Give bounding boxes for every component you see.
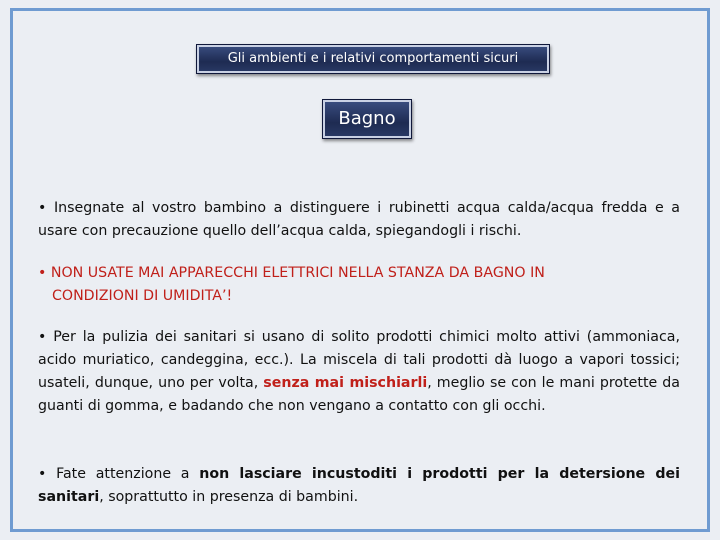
paragraph-electrical-warning	[38, 262, 680, 308]
page-title: Gli ambienti e i relativi comportamenti sicuri	[196, 44, 550, 74]
paragraph-supervision	[38, 463, 680, 509]
cleaning-highlight: senza mai mischiarli	[263, 375, 428, 391]
paragraph-hot-water: • Insegnate al vostro bambino a distinguere i rubinetti acqua calda/acqua fredda e a usare con precauzione quello dell’acqua calda, spiegandogli i rischi.	[38, 200, 680, 239]
supervision-text-start: • Fate attenzione a	[38, 466, 200, 482]
warning-line-1: • NON USATE MAI APPARECCHI ELETTRICI NELLA STANZA DA BAGNO IN	[38, 265, 545, 281]
warning-line-2: CONDIZIONI DI UMIDITA’!	[52, 288, 233, 304]
paragraph-cleaning-products	[38, 326, 680, 418]
cleaning-text-start: • Per la pulizia dei sanitari si usano di solito prodotti chimici molto attivi (ammoniaca, acido muriatico, candeggina, ecc.). La miscela di tali prodotti dà luogo a vapori tossici; usateli, dunque, uno per volta,	[38, 329, 680, 391]
section-title: Bagno	[322, 99, 412, 139]
cleaning-text-end: , meglio se con le mani protette da guanti di gomma, e badando che non vengano a contatto con gli occhi.	[38, 375, 680, 414]
supervision-bold: non lasciare incustoditi i prodotti per la detersione dei sanitari	[38, 466, 680, 505]
supervision-text-end: , soprattutto in presenza di bambini.	[99, 489, 359, 505]
